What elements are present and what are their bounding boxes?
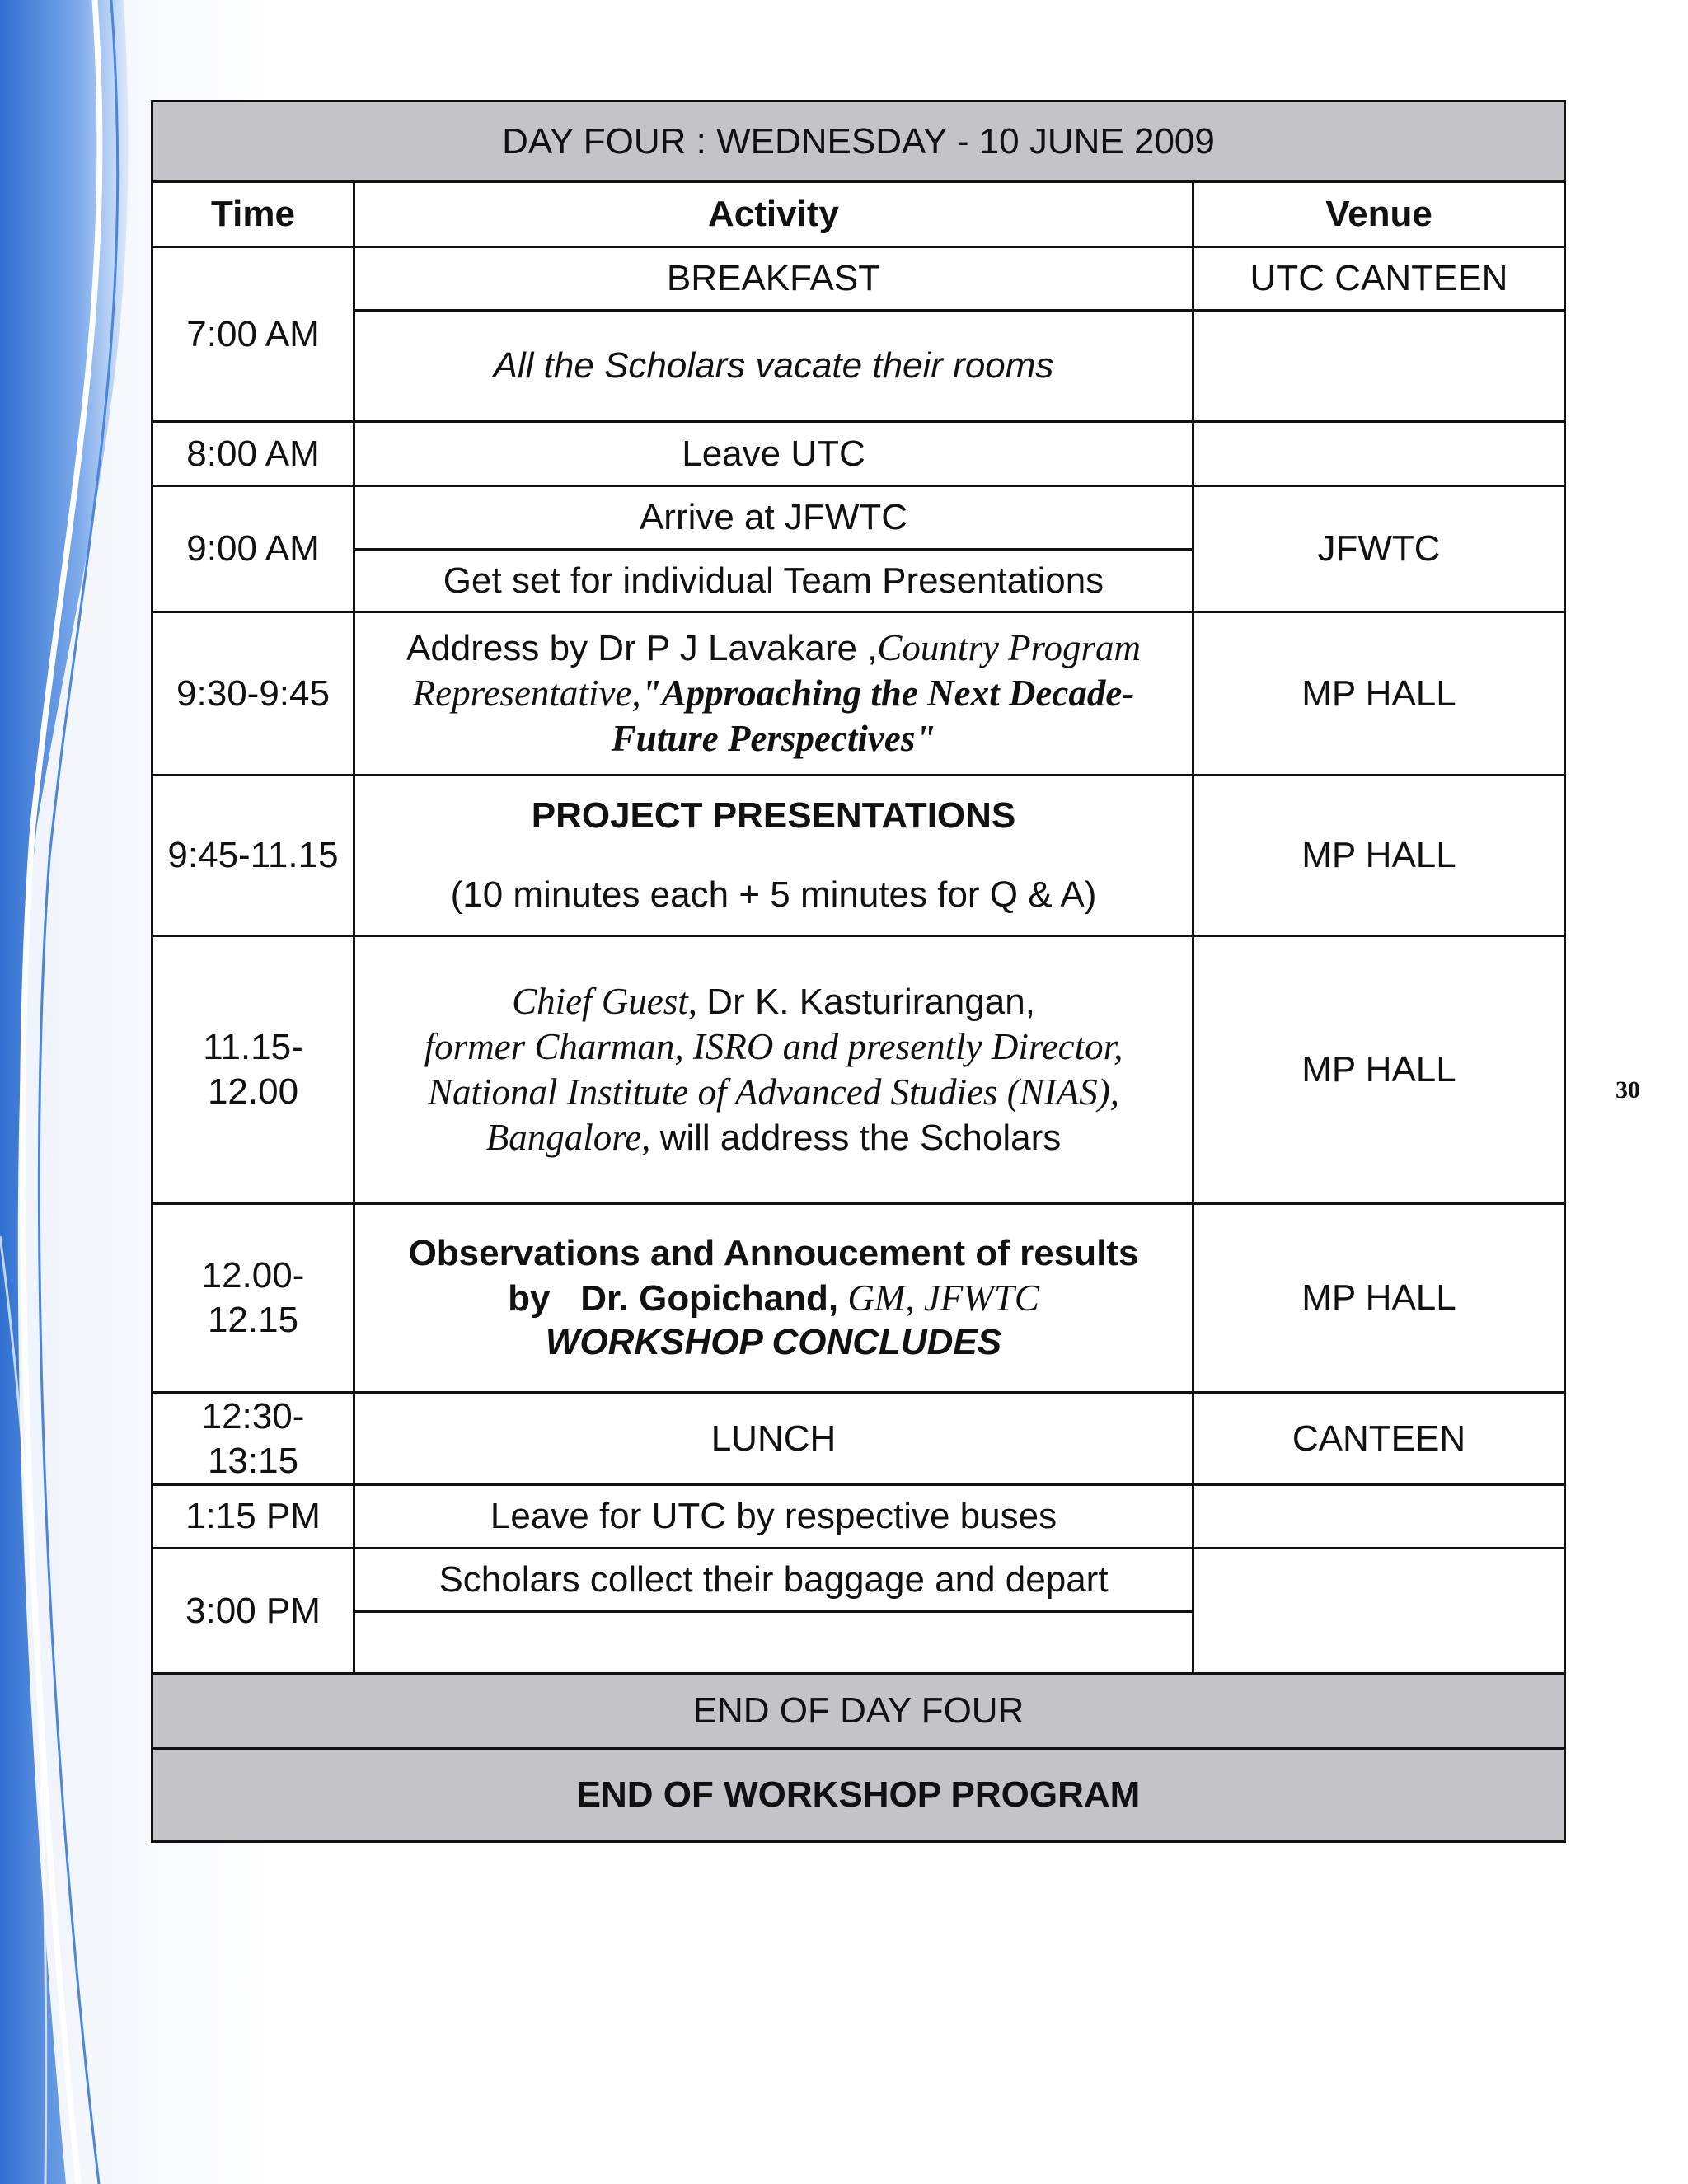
column-header-time: Time xyxy=(152,182,354,247)
activity-cell-empty xyxy=(354,1612,1193,1674)
time-cell xyxy=(152,1204,354,1393)
venue-cell-empty xyxy=(1193,1485,1565,1549)
time-line: 11.15- xyxy=(203,1027,303,1068)
chief-guest-designation: former Charman, ISRO and presently Director, National Institute of Advanced Studies (NIAS), Bangalore, xyxy=(424,1026,1123,1158)
time-cell: 8:00 AM xyxy=(152,422,354,486)
time-cell: 9:30-9:45 xyxy=(152,612,354,776)
day-title: DAY FOUR : WEDNESDAY - 10 JUNE 2009 xyxy=(152,101,1565,182)
venue-cell: CANTEEN xyxy=(1193,1393,1565,1485)
time-cell: 9:00 AM xyxy=(152,486,354,612)
venue-cell-empty xyxy=(1193,311,1565,422)
column-header-activity: Activity xyxy=(354,182,1193,247)
activity-cell: Scholars collect their baggage and depart xyxy=(354,1549,1193,1612)
time-cell: 3:00 PM xyxy=(152,1549,354,1674)
time-cell: 1:15 PM xyxy=(152,1485,354,1549)
time-line: 12.15 xyxy=(207,1300,299,1340)
presenter-role: GM, JFWTC xyxy=(838,1277,1039,1319)
activity-note: (10 minutes each + 5 minutes for Q & A) xyxy=(450,874,1097,915)
presenter-name: Dr. Gopichand, xyxy=(580,1277,839,1319)
time-line: 12.00- xyxy=(201,1255,305,1296)
speaker-text: Address by Dr P J Lavakare , xyxy=(406,628,878,669)
chief-guest-name: Dr K. Kasturirangan, xyxy=(706,982,1035,1023)
page-number: 30 xyxy=(1615,1076,1640,1104)
venue-cell-empty xyxy=(1193,1549,1565,1674)
venue-cell: MP HALL xyxy=(1193,612,1565,776)
venue-cell: MP HALL xyxy=(1193,936,1565,1204)
activity-cell: Get set for individual Team Presentations xyxy=(354,550,1193,612)
venue-cell: JFWTC xyxy=(1193,486,1565,612)
day-four-schedule-table xyxy=(151,100,1566,1843)
activity-cell: Leave UTC xyxy=(354,422,1193,486)
activity-heading: PROJECT PRESENTATIONS xyxy=(531,795,1016,837)
activity-cell: Leave for UTC by respective buses xyxy=(354,1485,1193,1549)
chief-guest-action: will address the Scholars xyxy=(659,1117,1062,1158)
venue-cell: MP HALL xyxy=(1193,1204,1565,1393)
activity-cell: LUNCH xyxy=(354,1393,1193,1485)
activity-cell: Arrive at JFWTC xyxy=(354,486,1193,550)
observations-text: Observations and Annoucement of results by xyxy=(408,1232,1139,1319)
activity-cell: BREAKFAST xyxy=(354,247,1193,311)
venue-cell: MP HALL xyxy=(1193,776,1565,936)
activity-cell xyxy=(354,776,1193,936)
time-line: 12.00 xyxy=(207,1071,299,1112)
time-cell xyxy=(152,936,354,1204)
activity-cell: All the Scholars vacate their rooms xyxy=(354,311,1193,422)
end-of-day-banner: END OF DAY FOUR xyxy=(152,1674,1565,1749)
time-cell: 9:45-11.15 xyxy=(152,776,354,936)
activity-cell xyxy=(354,612,1193,776)
activity-cell xyxy=(354,936,1193,1204)
venue-cell: UTC CANTEEN xyxy=(1193,247,1565,311)
time-line: 13:15 xyxy=(207,1440,299,1481)
time-cell: 7:00 AM xyxy=(152,247,354,422)
chief-guest-label: Chief Guest, xyxy=(512,981,707,1023)
venue-cell-empty xyxy=(1193,422,1565,486)
time-line: 12:30- xyxy=(201,1395,305,1436)
column-header-venue: Venue xyxy=(1193,182,1565,247)
time-cell xyxy=(152,1393,354,1485)
end-of-program-banner: END OF WORKSHOP PROGRAM xyxy=(152,1749,1565,1842)
workshop-concludes: WORKSHOP CONCLUDES xyxy=(545,1322,1002,1363)
talk-title: "Approaching the Next Decade- Future Perspectives" xyxy=(611,673,1135,759)
speaker-role: Country Program Representative, xyxy=(412,627,1142,715)
activity-cell xyxy=(354,1204,1193,1393)
